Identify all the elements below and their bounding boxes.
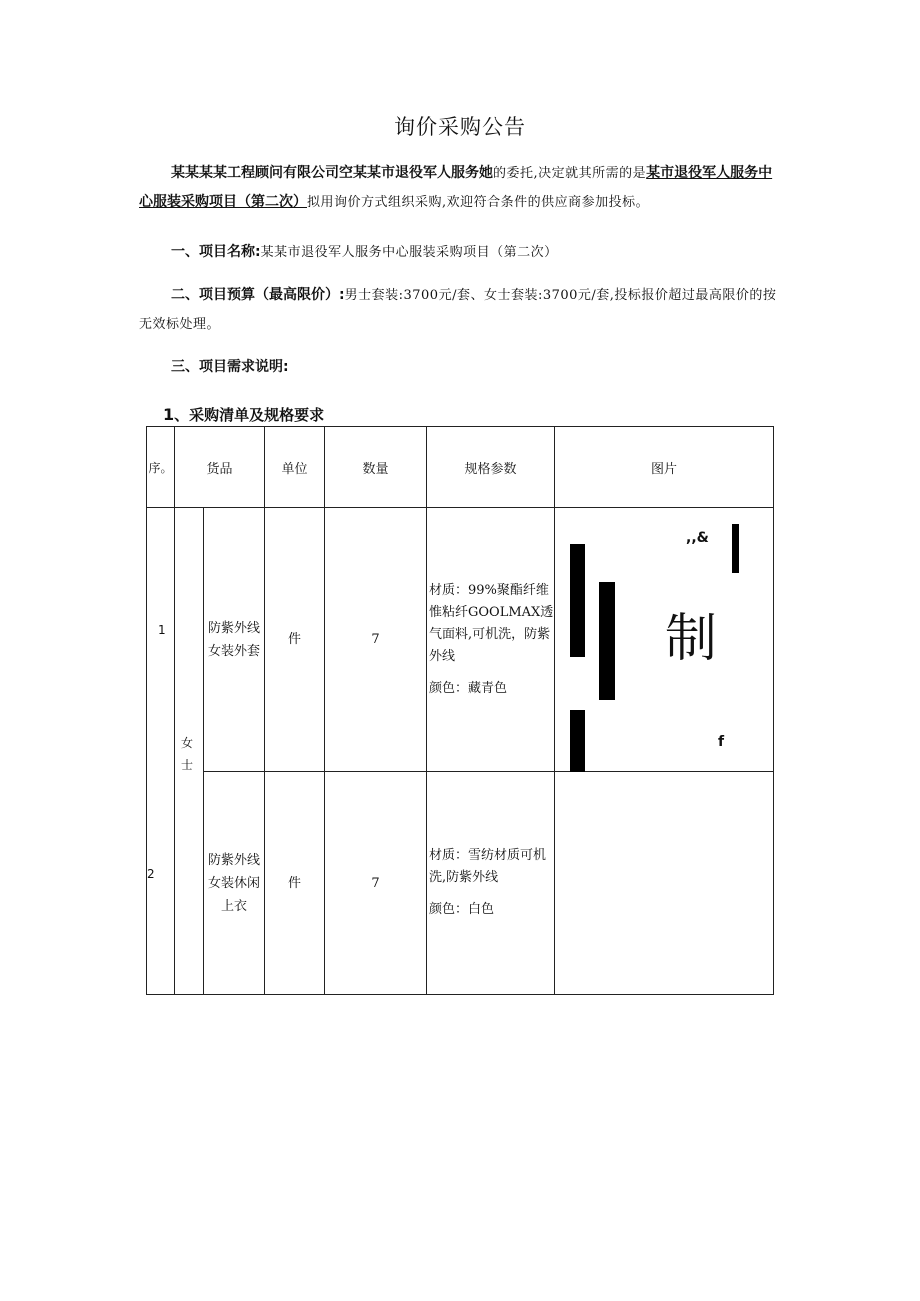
row-1-spec bbox=[427, 508, 555, 772]
row-2-spec-material: 材质：雪纺材质可机洗,防紫外线 bbox=[429, 848, 547, 885]
intro-project: 某市退役军人服务中心服装采购项目（第二次） bbox=[139, 165, 773, 210]
image-bar bbox=[599, 582, 615, 700]
row-2-name: 防紫外线女装休闲上衣 bbox=[204, 772, 265, 995]
section-budget bbox=[139, 281, 784, 339]
image-bar bbox=[732, 524, 739, 573]
row-2-spec-color: 颜色：白色 bbox=[429, 902, 495, 917]
subheading-text: 、采购清单及规格要求 bbox=[174, 406, 325, 424]
page-title: 询价采购公告 bbox=[394, 115, 526, 139]
section-1-label: 一、项目名称: bbox=[171, 244, 261, 260]
row-2-unit: 件 bbox=[265, 772, 325, 995]
image-text-bottom: f bbox=[718, 734, 725, 750]
row-1-unit: 件 bbox=[265, 508, 325, 772]
header-image: 图片 bbox=[555, 427, 774, 508]
subheading bbox=[163, 404, 324, 425]
row-1-name: 防紫外线女装外套 bbox=[204, 508, 265, 772]
table-row bbox=[147, 508, 774, 772]
row-1-image bbox=[555, 508, 774, 772]
section-1-value: 某某市退役军人服务中心服装采购项目（第二次） bbox=[260, 245, 558, 260]
category-cell bbox=[175, 508, 204, 995]
intro-text-2: 拟用询价方式组织采购,欢迎符合条件的供应商参加投标。 bbox=[307, 195, 650, 210]
intro-paragraph bbox=[139, 159, 784, 217]
header-qty: 数量 bbox=[325, 427, 427, 508]
row-2-qty: 7 bbox=[325, 772, 427, 995]
row-1-spec-color: 颜色：藏青色 bbox=[429, 680, 508, 696]
category-label: 女士 bbox=[180, 736, 193, 772]
image-bar bbox=[570, 544, 585, 657]
seq-cell bbox=[147, 508, 175, 995]
section-3-label: 三、项目需求说明: bbox=[171, 359, 289, 375]
section-requirements bbox=[139, 353, 784, 381]
header-goods: 货品 bbox=[175, 427, 265, 508]
section-2-label: 二、项目预算（最高限价）: bbox=[171, 287, 345, 303]
table-row bbox=[147, 772, 774, 995]
row-2-image bbox=[555, 772, 774, 995]
header-unit: 单位 bbox=[265, 427, 325, 508]
image-text-top: ,,& bbox=[686, 530, 709, 546]
row-1-spec-material: 材质：99%聚酯纤维惟粘纤GOOLMAX透气面料,可机洗，防紫外线 bbox=[429, 582, 554, 664]
section-project-name bbox=[139, 238, 784, 267]
row-2-seq: 2 bbox=[147, 867, 155, 881]
row-1-qty: 7 bbox=[325, 508, 427, 772]
header-spec: 规格参数 bbox=[427, 427, 555, 508]
image-text-main: 制 bbox=[665, 609, 718, 669]
intro-text-1: 的委托,决定就其所需的是 bbox=[493, 166, 647, 181]
section-2-value: 男士套装:3700元/套、女士套装:3700元/套,投标报价超过最高限价的按无效标处理。 bbox=[139, 288, 777, 332]
row-1-seq: 1 bbox=[158, 623, 166, 637]
table-header-row bbox=[147, 427, 774, 508]
image-bar bbox=[570, 710, 585, 772]
header-seq: 序。 bbox=[147, 427, 175, 508]
subheading-number: 1 bbox=[163, 405, 175, 424]
row-2-spec bbox=[427, 772, 555, 995]
intro-org: 某某某某工程顾问有限公司空某某市退役军人服务她 bbox=[171, 165, 493, 181]
procurement-table bbox=[146, 426, 774, 995]
